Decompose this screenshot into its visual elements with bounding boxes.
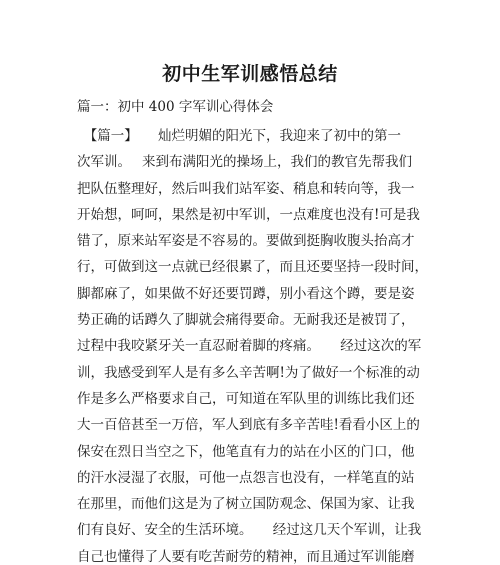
body-line: 在那里，而他们这是为了树立国防观念、保国为家、让我 bbox=[77, 496, 415, 513]
document-title: 初中生军训感悟总结 bbox=[162, 63, 338, 85]
body-line: 的汗水浸湿了衣服，可他一点怨言也没有，一样笔直的站 bbox=[77, 469, 415, 486]
body-line: 次军训。 来到布满阳光的操场上，我们的教官先帮我们 bbox=[77, 154, 413, 171]
body-line: 自己也懂得了人要有吃苦耐劳的精神，而且通过军训能磨 bbox=[77, 548, 415, 565]
body-line: 们有良好、安全的生活环境。 经过这几天个军训，让我 bbox=[77, 522, 422, 539]
body-line: 【篇一】 灿烂明媚的阳光下，我迎来了初中的第一 bbox=[77, 128, 401, 144]
body-line: 脚都麻了，如果做不好还要罚蹲，别小看这个蹲，要是姿 bbox=[77, 285, 415, 302]
body-line: 大一百倍甚至一万倍，军人到底有多辛苦哇!看看小区上的 bbox=[77, 417, 420, 434]
body-line: 开始想，呵呵，果然是初中军训，一点难度也没有!可是我 bbox=[77, 206, 420, 223]
document-subtitle: 篇一：初中 400 字军训心得体会 bbox=[77, 99, 274, 115]
body-line: 把队伍整理好，然后叫我们站军姿、稍息和转向等，我一 bbox=[77, 180, 415, 197]
body-line: 势正确的话蹲久了脚就会痛得要命。无耐我还是被罚了， bbox=[77, 312, 415, 329]
body-line: 作是多么严格要求自己，可知道在军队里的训练比我们还 bbox=[77, 390, 415, 407]
body-line: 行，可做到这一点就已经很累了，而且还要坚持一段时间， bbox=[77, 259, 428, 276]
body-line: 过程中我咬紧牙关一直忍耐着脚的疼痛。 经过这次的军 bbox=[77, 338, 422, 355]
body-line: 训，我感受到军人是有多么辛苦啊!为了做好一个标准的动 bbox=[77, 364, 420, 381]
body-line: 保安在烈日当空之下，他笔直有力的站在小区的门口，他 bbox=[77, 443, 415, 460]
body-line: 错了，原来站军姿是不容易的。要做到挺胸收腹头抬高才 bbox=[77, 233, 415, 250]
document-body bbox=[77, 123, 433, 565]
